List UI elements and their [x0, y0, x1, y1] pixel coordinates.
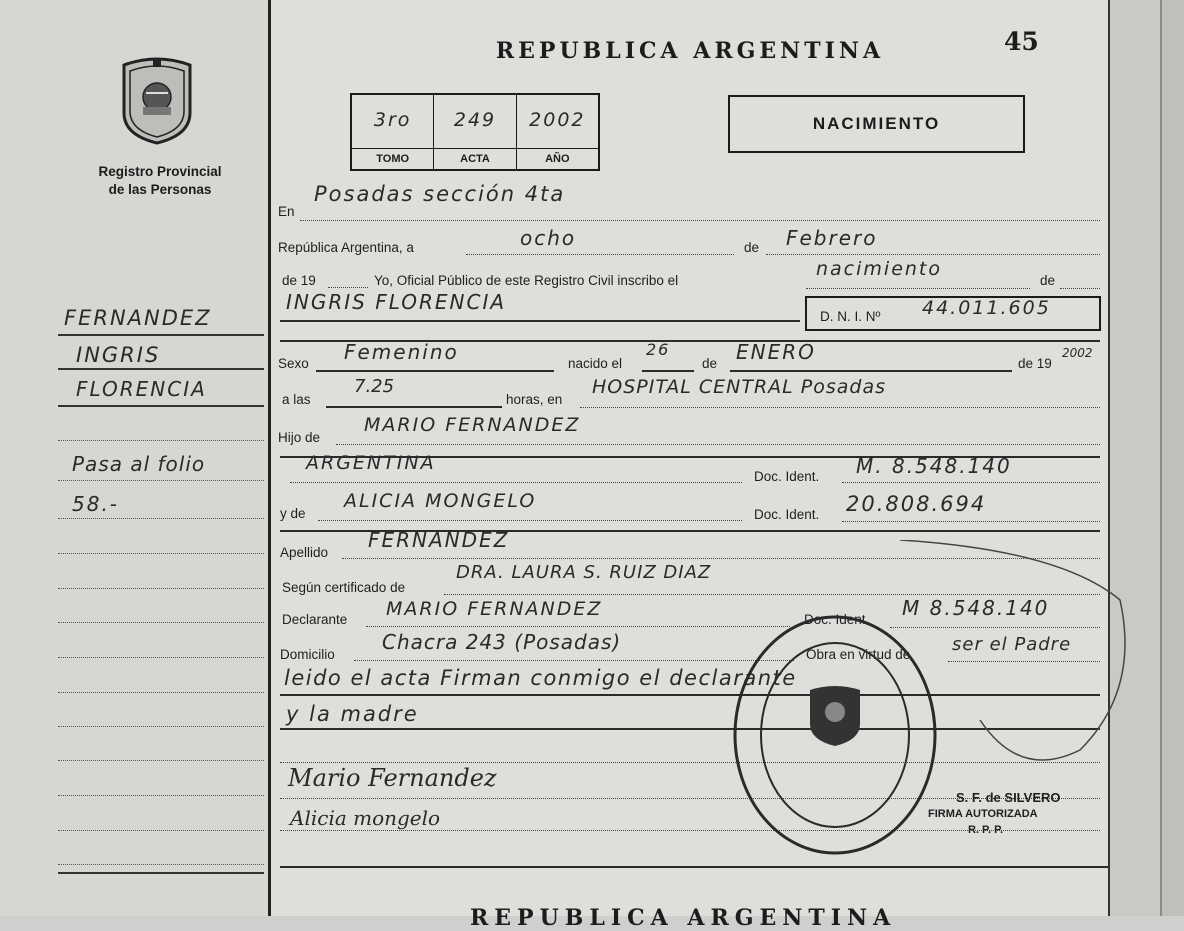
dni-value: 44.011.605: [922, 297, 1051, 319]
signature-flourish: [880, 540, 1140, 800]
margin-line: [58, 553, 264, 554]
father-doc-line: [842, 482, 1100, 483]
apellido-value: FERNANDEZ: [368, 528, 510, 552]
margin-line: [58, 830, 264, 831]
nacido-label: nacido el: [568, 356, 623, 371]
place-value: HOSPITAL CENTRAL Posadas: [592, 376, 886, 398]
de2-line: [1060, 288, 1100, 289]
registry-name-line-1: Registro Provincial: [98, 164, 222, 179]
child-name-line: [280, 320, 800, 322]
republica-label: República Argentina, a: [278, 240, 414, 255]
a-las-label: a las: [282, 392, 311, 407]
acta-caption: ACTA: [434, 148, 515, 169]
margin-given-name-1: INGRIS: [76, 343, 161, 367]
hour-line: [326, 406, 502, 408]
margin-note-1: Pasa al folio: [72, 452, 206, 476]
segun-label: Según certificado de: [282, 580, 406, 595]
dni-label: D. N. I. Nº: [820, 309, 881, 324]
y-de-label: y de: [280, 506, 306, 521]
sexo-label: Sexo: [278, 356, 309, 371]
margin-note-2: 58.-: [72, 492, 120, 516]
margin-line: [58, 440, 264, 441]
margin-line: [58, 795, 264, 796]
mother-name: ALICIA MONGELO: [344, 490, 537, 512]
doc-ident-label-declarante: Doc. Ident.: [804, 612, 870, 627]
de-label: de: [744, 240, 760, 255]
doc-ident-label-mother: Doc. Ident.: [754, 507, 820, 522]
en-line: [300, 220, 1100, 221]
margin-line: [58, 334, 264, 336]
tomo-caption: TOMO: [352, 148, 433, 169]
registry-name-line-2: de las Personas: [108, 182, 212, 197]
ano-cell: [517, 95, 598, 169]
birth-year: 2002: [1062, 346, 1093, 360]
margin-line: [58, 657, 264, 658]
margin-line: [58, 864, 264, 865]
month-line: [766, 254, 1100, 255]
ano-value: 2002: [529, 109, 586, 131]
year-prefix: de 19: [282, 273, 316, 288]
official-title-2: R. P. P.: [968, 824, 1004, 836]
next-page-header: REPUBLICA ARGENTINA: [470, 905, 897, 931]
obra-label: Obra en virtud de: [806, 647, 911, 662]
domicilio-line: [354, 660, 794, 661]
child-name: INGRIS FLORENCIA: [286, 290, 507, 314]
margin-line: [58, 692, 264, 693]
declarante-label: Declarante: [282, 612, 348, 627]
father-doc: M. 8.548.140: [856, 454, 1012, 478]
margin-line: [58, 368, 264, 370]
mother-signature: Alicia mongelo: [290, 806, 441, 830]
birth-day: 26: [646, 340, 671, 359]
registry-volume-table: [350, 93, 600, 171]
margin-line: [58, 622, 264, 623]
birth-month: ENERO: [736, 340, 816, 364]
father-nationality: ARGENTINA: [306, 452, 436, 474]
sexo-value: Femenino: [344, 340, 459, 364]
nationality-line: [290, 482, 742, 483]
de-label-2: de: [1040, 273, 1056, 288]
horas-label: horas, en: [506, 392, 563, 407]
en-label: En: [278, 204, 295, 219]
margin-line: [58, 480, 264, 481]
inscribo-value: nacimiento: [816, 258, 943, 280]
domicilio-label: Domicilio: [280, 647, 335, 662]
remarks-line-2: y la madre: [286, 702, 419, 726]
margin-given-name-2: FLORENCIA: [76, 377, 207, 401]
mother-line: [318, 520, 742, 521]
de-label-3: de: [702, 356, 718, 371]
year-line: [328, 287, 368, 288]
margin-line: [58, 588, 264, 589]
father-signature: Mario Fernandez: [288, 764, 497, 792]
declarante-line: [366, 626, 790, 627]
father-line: [336, 444, 1100, 445]
place-line: [580, 407, 1100, 408]
hour-value: 7.25: [354, 376, 395, 397]
birth-month-line: [730, 370, 1012, 372]
tomo-value: 3ro: [373, 109, 412, 131]
day-value: ocho: [520, 226, 577, 250]
doc-ident-label-father: Doc. Ident.: [754, 469, 820, 484]
en-value: Posadas sección 4ta: [314, 182, 566, 206]
binding-edge: [1160, 0, 1184, 916]
margin-line: [58, 518, 264, 519]
province-crest-logo: [116, 55, 198, 145]
declarante-value: MARIO FERNANDEZ: [386, 598, 603, 620]
acta-value: 249: [453, 109, 497, 131]
inscribo-line: [806, 288, 1030, 289]
acta-cell: [434, 95, 516, 169]
remarks-line-1: leido el acta Firman conmigo el declarante: [284, 666, 797, 690]
year-label: de 19: [1018, 356, 1052, 371]
margin-bottom-rule: [58, 872, 264, 874]
birth-day-line: [642, 370, 694, 372]
margin-line: [58, 405, 264, 407]
domicilio-value: Chacra 243 (Posadas): [382, 630, 622, 654]
margin-line: [58, 760, 264, 761]
ano-caption: AÑO: [517, 148, 598, 169]
obra-value: ser el Padre: [952, 634, 1072, 655]
declarante-doc: M 8.548.140: [902, 596, 1050, 620]
tomo-cell: [352, 95, 434, 169]
margin-surname: FERNANDEZ: [64, 306, 212, 330]
mother-doc-line: [842, 521, 1100, 522]
official-name: S. F. de SILVERO: [956, 790, 1061, 805]
country-title: REPUBLICA ARGENTINA: [495, 38, 885, 64]
hijo-label: Hijo de: [278, 430, 321, 445]
day-line: [466, 254, 734, 255]
sexo-line: [316, 370, 554, 372]
certificate-value: DRA. LAURA S. RUIZ DIAZ: [456, 562, 712, 583]
oficial-text: Yo, Oficial Público de este Registro Civil inscribo el: [374, 273, 679, 288]
margin-line: [58, 726, 264, 727]
bottom-rule: [280, 866, 1108, 868]
registry-name: [70, 163, 250, 199]
record-type-box: NACIMIENTO: [728, 95, 1025, 153]
mother-doc: 20.808.694: [846, 492, 987, 516]
month-value: Febrero: [786, 226, 878, 250]
page-number: 45: [1004, 27, 1039, 56]
father-name: MARIO FERNANDEZ: [364, 414, 581, 436]
official-title-1: FIRMA AUTORIZADA: [928, 808, 1038, 820]
apellido-label: Apellido: [280, 545, 329, 560]
